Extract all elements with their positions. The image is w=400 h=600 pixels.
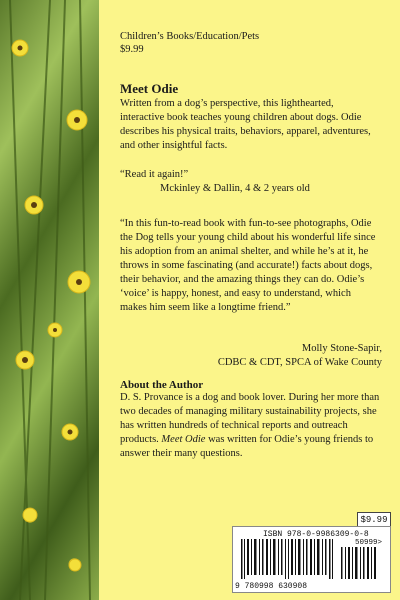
- testimonial-quote-2: “In this fun-to-read book with fun-to-see photographs, Odie the Dog tells your young child about his wonderful life since his adoption from an animal shelter, and while he’s at it, he throws in some fascinating (and accurate!) facts about dogs, their behavior, and the amazing things they can do. Odie’s ‘voice’ is happy, honest, and easy to understand, which makes him seem like a longtime friend.”: [120, 218, 376, 313]
- price-label: $9.99: [120, 44, 144, 55]
- flower-photo-illustration: [0, 0, 99, 600]
- barcode-price-box: $9.99: [357, 512, 391, 527]
- author-body-part-1: D. S. Provance is a dog and book lover. During her more than two decades of managing military sustainability projects, she has written hundreds of technical reports and outreach products.: [120, 392, 380, 445]
- category-label: Children’s Books/Education/Pets: [120, 31, 260, 42]
- author-body-part-2: was written for Odie’s young friends to answer their many questions.: [120, 434, 374, 459]
- about-author-heading: About the Author: [120, 379, 204, 391]
- testimonial-quote-1: “Read it again!”: [120, 169, 189, 180]
- isbn-barcode: [232, 526, 391, 593]
- book-description: Written from a dog’s perspective, this lighthearted, interactive book teaches young children about dogs. Odie describes his physical traits, behaviors, apparel, adventures, and other insightful facts.: [120, 98, 371, 151]
- attribution-title: CDBC & CDT, SPCA of Wake County: [217, 357, 382, 368]
- isbn-number: ISBN 978-0-9986309-0-8: [263, 530, 369, 539]
- testimonial-attribution-1: Mckinley & Dallin, 4 & 2 years old: [160, 183, 310, 194]
- cover-photo-flowers: [0, 0, 99, 600]
- barcode-digits: 9 780998 630908: [235, 582, 308, 591]
- meet-odie-heading: Meet Odie: [120, 81, 179, 96]
- testimonial-attribution-2: [120, 342, 382, 370]
- about-author-body: [120, 391, 380, 461]
- attribution-name: Molly Stone-Sapir,: [301, 343, 382, 354]
- author-body-book-title: Meet Odie: [161, 434, 206, 445]
- barcode-addon-digits: 50999>: [354, 539, 382, 547]
